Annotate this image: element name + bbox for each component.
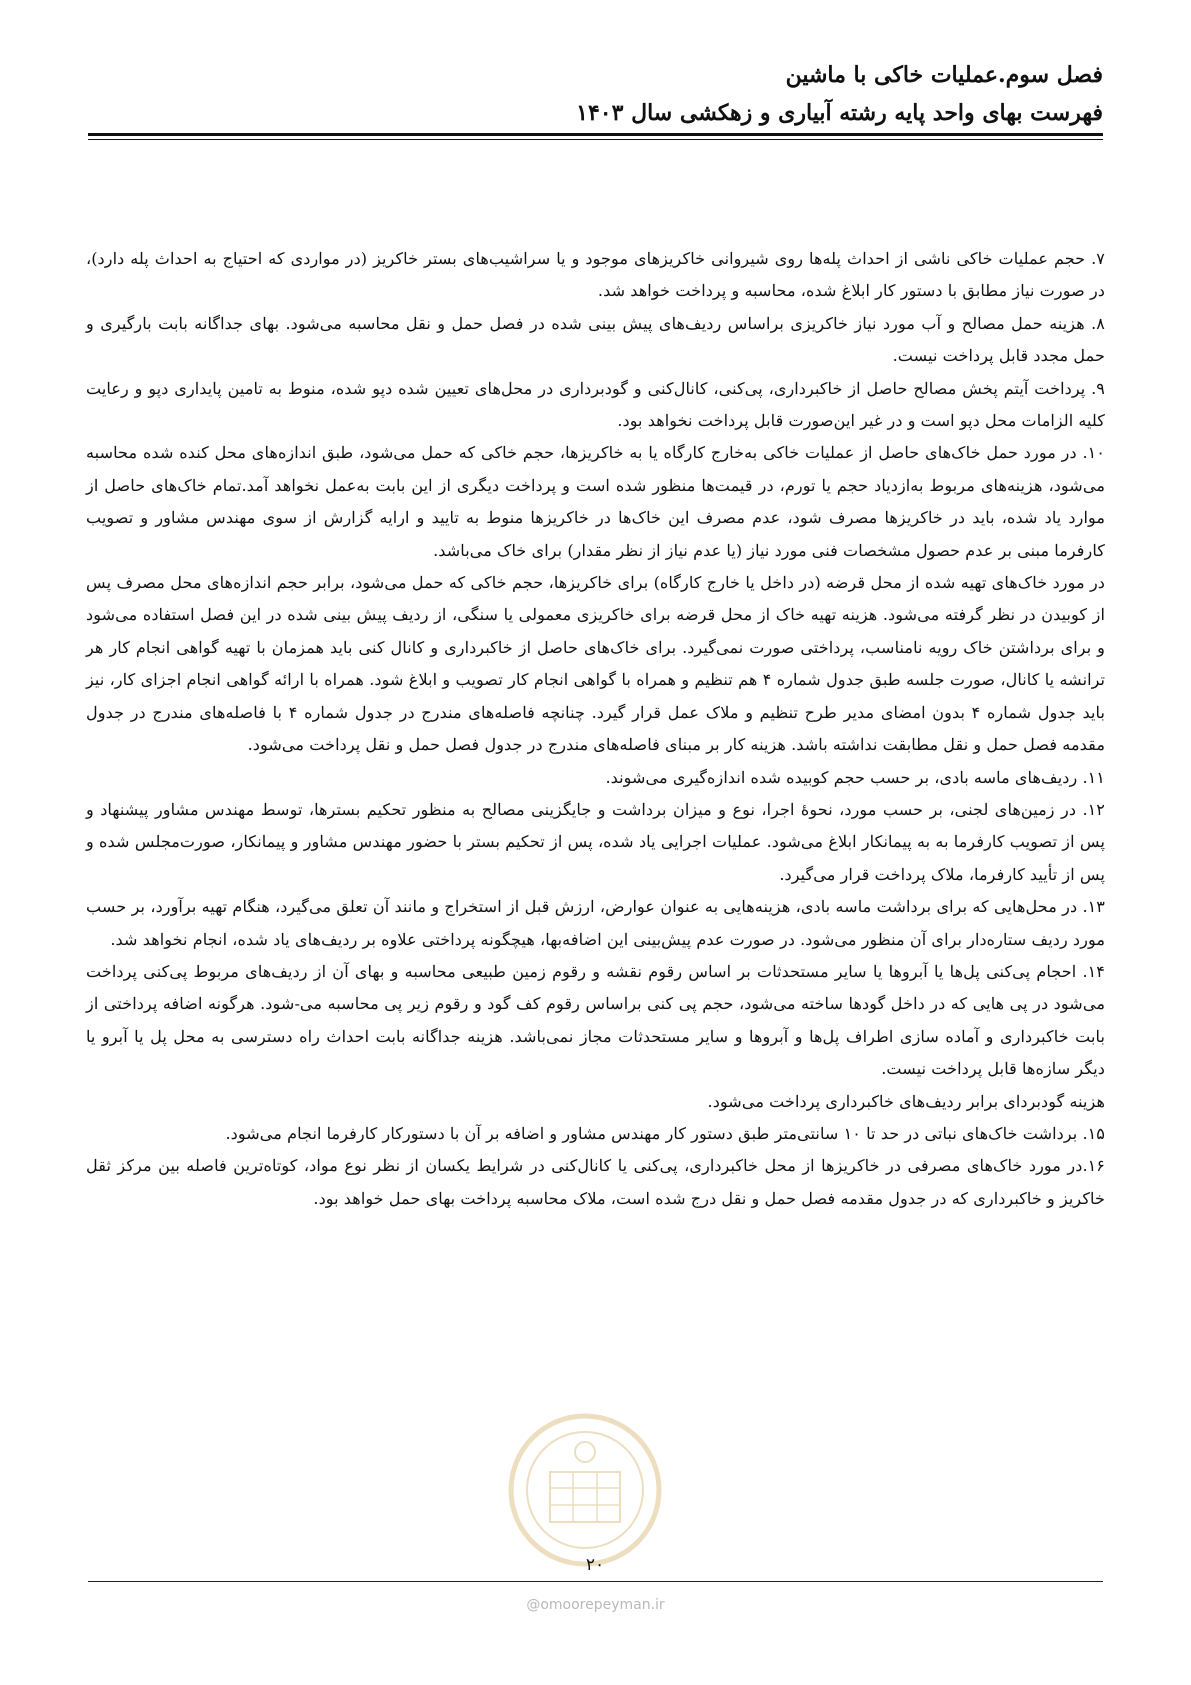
header-rule-thick (88, 133, 1103, 136)
seal-watermark (505, 1410, 665, 1575)
paragraph-12: ۱۲. در زمین‌های لجنی، بر حسب مورد، نحوۀ اجرا، نوع و میزان برداشت و جایگزینی مصالح به منظور تحکیم بسترها، توسط مهندس مشاور پیشنهاد و پس از تصویب کارفرما به به پیمانکار ابلاغ می‌شود. عملیات اجرایی یاد شده، پس از تحکیم بستر با حضور مهندس مشاور و پیمانکار، صورت‌مجلس شده و پس از تأیید کارفرما، ملاک پرداخت قرار می‌گیرد. (86, 799, 1105, 884)
paragraph-14: ۱۴. احجام پی‌کنی پل‌ها یا آبروها یا سایر مستحدثات بر اساس رقوم نقشه و رقوم زمین طبیعی محاسبه و بهای آن از ردیف‌های مربوط پی‌کنی پرداخت می‌شود در پی هایی که در داخل گودها ساخته می‌شود، حجم پی کنی براساس رقوم کف گود و رقوم زیر پی محاسبه می-شود. هرگونه اضافه پرداختی از بابت خاکبرداری و آماده سازی اطراف پل‌ها و آبروها و سایر مستحدثات مجاز نمی‌باشد. هزینه جداگانه بابت احداث راه دسترسی به محل پل یا آبرو یا دیگر سازه‌ها قابل پرداخت نیست. (86, 961, 1105, 1079)
paragraph-9: ۹. پرداخت آیتم پخش مصالح حاصل از خاکبرداری، پی‌کنی، کانال‌کنی و گودبرداری در محل‌های تعیین شده دپو شده، منوط به تامین پایداری دپو و رعایت کلیه الزامات محل دپو است و در غیر این‌صورت قابل پرداخت نخواهد بود. (86, 378, 1105, 431)
footer-website: @omoorepeyman.ir (526, 1597, 665, 1613)
body-text (86, 243, 1105, 1215)
price-list-title: فهرست بهای واحد پایه رشته آبیاری و زهکشی سال ۱۴۰۳ (576, 100, 1103, 126)
paragraph-8: ۸. هزینه حمل مصالح و آب مورد نیاز خاکریزی براساس ردیف‌های پیش بینی شده در فصل حمل و نقل محاسبه می‌شود. بهای جداگانه بابت بارگیری و حمل مجدد قابل پرداخت نیست. (86, 313, 1105, 366)
paragraph-13: ۱۳. در محل‌هایی که برای برداشت ماسه بادی، هزینه‌هایی به عنوان عوارض، ارزش قبل از استخراج و مانند آن تعلق می‌گیرد، هنگام تهیه برآورد، بر حسب مورد ردیف ستاره‌دار برای آن منظور می‌شود. در صورت عدم پیش‌بینی این اضافه‌بها، هیچگونه پرداختی علاوه بر ردیف‌های یاد شده، انجام نخواهد شد. (86, 897, 1105, 949)
paragraph-7: ۷. حجم عملیات خاکی ناشی از احداث پله‌ها روی شیروانی خاکریزهای موجود و یا سراشیب‌های بستر خاکریز (در مواردی که احتیاج به احداث پله دارد)، در صورت نیاز مطابق با دستور کار ابلاغ شده، محاسبه و پرداخت خواهد شد. (86, 249, 1105, 301)
paragraph-11: ۱۱. ردیف‌های ماسه بادی، بر حسب حجم کوبیده شده اندازه‌گیری می‌شوند. (605, 767, 1105, 787)
header-rule-thin (88, 139, 1103, 140)
paragraph-borrow-soil: در مورد خاک‌های تهیه شده از محل قرضه (در داخل یا خارج کارگاه) برای خاکریزها، حجم خاکی که حمل می‌شود، برابر حجم اندازه‌های محل مصرف پس از کوبیدن در نظر گرفته می‌شود. هزینه تهیه خاک از محل قرضه برای خاکریزی معمولی یا سنگی، از ردیف پیش بینی شده در این فصل استفاده می‌شود و برای برداشتن خاک رویه نامناسب، پرداختی صورت نمی‌گیرد. برای خاک‌های حاصل از خاکبرداری و کانال کنی باید همزمان با تهیه گواهی انجام کار هر ترانشه یا کانال، صورت جلسه طبق جدول شماره ۴ هم تنظیم و همراه با گواهی انجام کار تصویب و ابلاغ شود. همراه با ارائه گواهی انجام اجزای کار، نیز باید جدول شماره ۴ بدون امضای مدیر طرح تنظیم و ملاک عمل قرار گیرد. چنانچه فاصله‌های مندرج در جدول شماره ۴ با فاصله‌های مندرج در جدول مقدمه فصل حمل و نقل مطابقت نداشته باشد. هزینه کار بر مبنای فاصله‌های مندرج در جدول فصل حمل و نقل پرداخت می‌شود. (86, 573, 1106, 755)
paragraph-16: ۱۶.در مورد خاک‌های مصرفی در خاکریزها از محل خاکبرداری، پی‌کنی یا کانال‌کنی در شرایط یکسان از نظر نوع مواد، کوتاه‌ترین فاصله بین مرکز ثقل خاکریز و خاکبرداری که در جدول مقدمه فصل حمل و نقل درج شده است، ملاک محاسبه پرداخت بهای حمل خواهد بود. (86, 1156, 1105, 1208)
page-header (88, 56, 1103, 132)
footer-rule (88, 1581, 1103, 1582)
paragraph-15: ۱۵. برداشت خاک‌های نباتی در حد تا ۱۰ سانتی‌متر طبق دستور کار مهندس مشاور و اضافه بر آن با دستورکار کارفرما انجام می‌شود. (225, 1123, 1105, 1143)
page-number: ۲۰ (585, 1555, 605, 1575)
paragraph-10: ۱۰. در مورد حمل خاک‌های حاصل از عملیات خاکی به‌خارج کارگاه یا به خاکریزها، حجم خاکی که حمل می‌شود، طبق اندازه‌های محل کنده شده محاسبه می‌شود، هزینه‌های مربوط به‌ازدیاد حجم یا تورم، در قیمت‌ها منظور شده است و پرداخت دیگری از این بابت به‌عمل نخواهد آمد.تمام خاک‌های حاصل از موارد یاد شده، باید در خاکریزها مصرف شود، عدم مصرف این خاک‌ها در خاکریزها منوط به تایید و ارایه گزارش از سوی مهندس مشاور و تصویب کارفرما مبنی بر عدم حصول مشخصات فنی مورد نیاز (یا عدم نیاز از نظر مقدار) برای خاک می‌باشد. (86, 443, 1105, 560)
chapter-title: فصل سوم.عملیات خاکی با ماشین (785, 62, 1103, 88)
paragraph-excavation-note: هزینه گودبردای برابر ردیف‌های خاکبرداری پرداخت می‌شود. (707, 1091, 1105, 1111)
